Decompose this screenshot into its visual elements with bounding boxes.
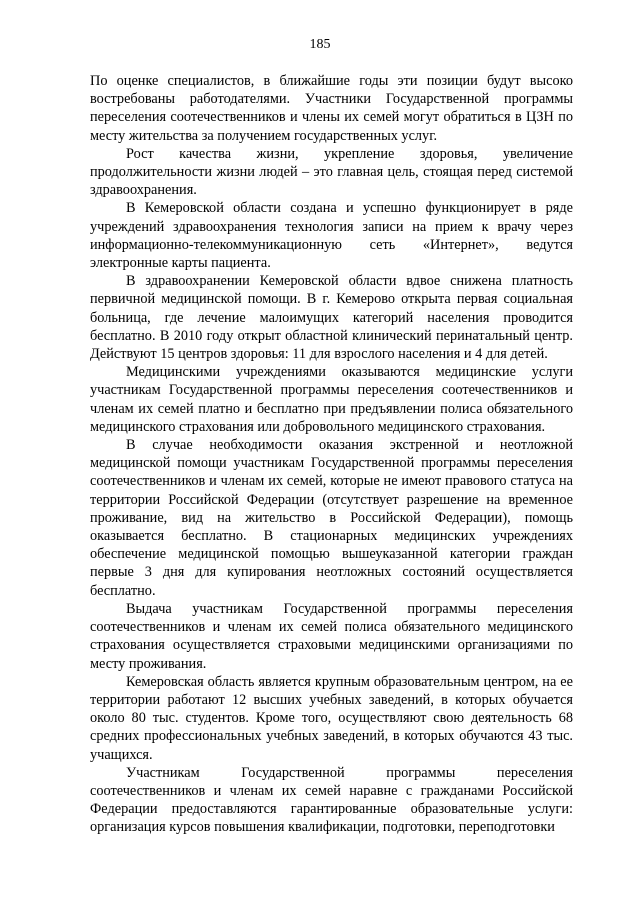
page-number: 185	[309, 37, 331, 52]
paragraph-primary-care: В здравоохранении Кемеровской области вдвое снижена платность первичной медицинской помощи. В г. Кемерово открыта первая социальная больница, где лечение малоимущих категорий населения проводится бесплатно. В 2010 году открыт областной клинический перинатальный центр. Действуют 15 центров здоровья: 11 для взрослого населения и 4 для детей.	[90, 273, 573, 363]
paragraph-medical-services: Медицинскими учреждениями оказываются медицинские услуги участникам Государственной программы переселения соотечественников и членам их семей платно и бесплатно при предъявлении полиса обязательного медицинского страхования или добровольного медицинского страхования.	[90, 364, 573, 435]
paragraph-healthcare-goal: Рост качества жизни, укрепление здоровья, увеличение продолжительности жизни людей – это главная цель, стоящая перед системой здравоохранения.	[90, 145, 573, 199]
document-body	[90, 72, 573, 837]
paragraph-insurance-policy: Выдача участникам Государственной программы переселения соотечественников и членам их семей полиса обязательного медицинского страхования осуществляется страховыми медицинскими организациями по месту проживания.	[90, 600, 573, 672]
paragraph-online-appointments: В Кемеровской области создана и успешно функционирует в ряде учреждений здравоохранения технология записи на прием к врачу через информационно-телекоммуникационную сеть «Интернет», ведутся электронные карты пациента.	[90, 200, 573, 272]
paragraph-continuation: По оценке специалистов, в ближайшие годы эти позиции будут высоко востребованы работодателями. Участники Государственной программы переселения соотечественников и члены их семей могут обратиться в ЦЗН по месту жительства за получением государственных услуг.	[90, 73, 573, 144]
paragraph-emergency-care: В случае необходимости оказания экстренной и неотложной медицинской помощи участникам Государственной программы переселения соотечественников и членам их семей, которые не имеют правового статуса на территории Российской Федерации (отсутствует разрешение на временное проживание, вид на жительство в Российской Федерации), помощь оказывается бесплатно. В стационарных медицинских учреждениях обеспечение медицинской помощью вышеуказанной категории граждан первые 3 дня для купирования неотложных состояний осуществляется бесплатно.	[90, 437, 573, 599]
paragraph-education-services: Участникам Государственной программы переселения соотечественников и членам их семей наравне с гражданами Российской Федерации предоставляются гарантированные образовательные услуги: организация курсов повышения квалификации, подготовки, переподготовки	[90, 764, 573, 836]
paragraph-education-center: Кемеровская область является крупным образовательным центром, на ее территории работают 12 высших учебных заведений, в которых обучается около 80 тыс. студентов. Кроме того, осуществляют свою деятельность 68 средних профессиональных учебных заведений, в которых обучаются 43 тыс. учащихся.	[90, 673, 573, 763]
